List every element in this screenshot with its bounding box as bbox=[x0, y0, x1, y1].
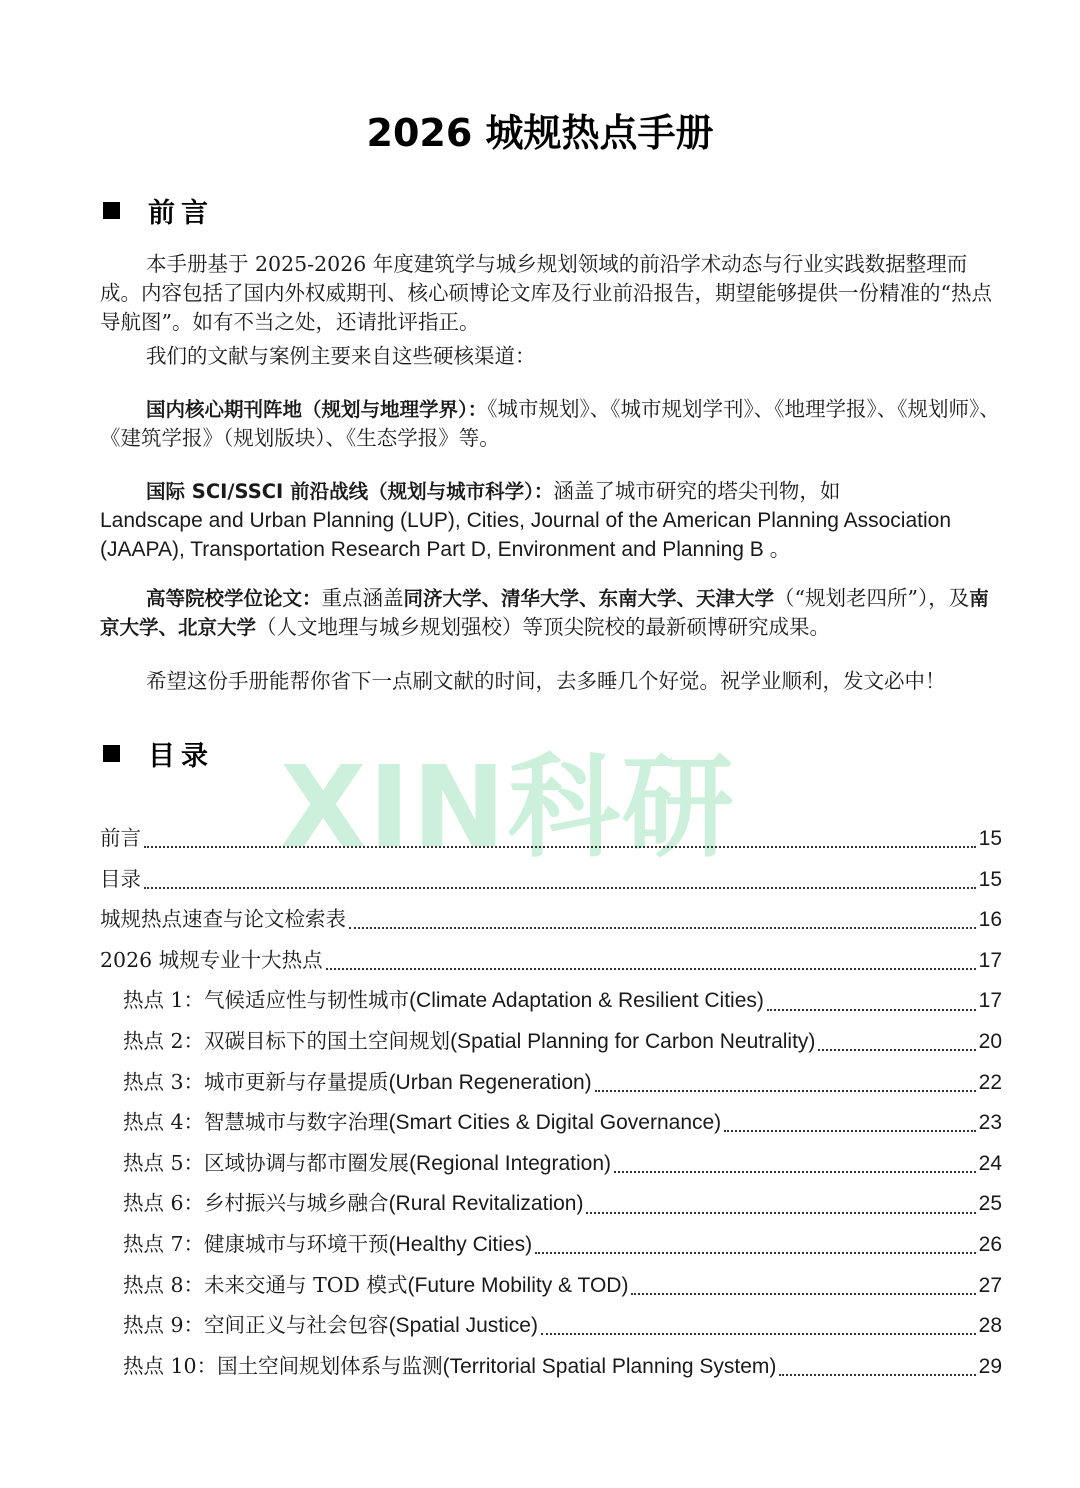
toc-leader-dots bbox=[144, 887, 976, 889]
toc-page-number: 27 bbox=[978, 1273, 1002, 1297]
international-journals-text: 涵盖了城市研究的塔尖刊物，如 bbox=[553, 479, 841, 503]
toc-page-number: 16 bbox=[978, 908, 1002, 932]
toc-entry-english-title: (Climate Adaptation & Resilient Cities) bbox=[409, 989, 764, 1013]
page-title: 2026 城规热点手册 bbox=[366, 111, 714, 155]
toc-entry[interactable] bbox=[100, 940, 1002, 981]
toc-entry[interactable] bbox=[100, 818, 1002, 859]
toc-page-number: 26 bbox=[978, 1232, 1002, 1256]
toc-heading bbox=[103, 733, 214, 773]
toc-page-number: 15 bbox=[978, 867, 1002, 891]
international-journals-list-line-2: (JAAPA), Transportation Research Part D, Environment and Planning B 。 bbox=[100, 538, 791, 561]
closing-paragraph: 希望这份手册能帮你省下一点刷文献的时间，去多睡几个好觉。祝学业顺利，发文必中！ bbox=[146, 669, 946, 693]
preface-paragraph-1: 本手册基于 2025-2026 年度建筑学与城乡规划领域的前沿学术动态与行业实践数据整理而成。内容包括了国内外权威期刊、核心硕博论文库及行业前沿报告，期望能够提供一份精准的“热点导航图”。如有不当之处，还请批评指正。 bbox=[100, 252, 992, 334]
square-bullet-icon bbox=[103, 202, 120, 219]
toc-entry-title: 热点 9：空间正义与社会包容 bbox=[123, 1313, 389, 1338]
toc-page-number: 25 bbox=[978, 1192, 1002, 1216]
toc-entry[interactable] bbox=[100, 1305, 1002, 1346]
toc-leader-dots bbox=[818, 1049, 975, 1051]
toc-leader-dots bbox=[724, 1130, 975, 1132]
toc-page-number: 24 bbox=[978, 1151, 1002, 1175]
toc-entry-english-title: (Healthy Cities) bbox=[388, 1232, 533, 1256]
toc-leader-dots bbox=[614, 1171, 976, 1173]
toc-entry-english-title: (Future Mobility & TOD) bbox=[407, 1273, 629, 1297]
toc-page-number: 22 bbox=[978, 1070, 1002, 1094]
international-journals-list-line-1: Landscape and Urban Planning (LUP), Cities, Journal of the American Planning Association bbox=[100, 509, 952, 532]
toc-page-number: 23 bbox=[978, 1111, 1002, 1135]
square-bullet-icon bbox=[103, 745, 120, 762]
table-of-contents bbox=[100, 818, 1002, 1386]
toc-entry-title: 2026 城规专业十大热点 bbox=[100, 947, 323, 972]
toc-entry[interactable] bbox=[100, 859, 1002, 900]
toc-entry-title: 热点 4：智慧城市与数字治理 bbox=[123, 1110, 389, 1135]
toc-leader-dots bbox=[595, 1090, 976, 1092]
toc-leader-dots bbox=[779, 1374, 975, 1376]
toc-leader-dots bbox=[541, 1333, 976, 1335]
toc-entry[interactable] bbox=[100, 1143, 1002, 1184]
toc-leader-dots bbox=[349, 927, 976, 929]
toc-leader-dots bbox=[631, 1293, 975, 1295]
toc-entry-title: 前言 bbox=[100, 826, 141, 850]
toc-leader-dots bbox=[144, 846, 976, 848]
domestic-journals-text: 《城市规划》、《城市规划学刊》、《地理学报》、《规划师》、《建筑学报》（规划版块）、《生态学报》等。 bbox=[100, 397, 1000, 450]
toc-entry-title: 热点 7：健康城市与环境干预 bbox=[123, 1231, 389, 1256]
toc-entry-english-title: (Smart Cities & Digital Governance) bbox=[388, 1111, 722, 1135]
preface-heading-text: 前言 bbox=[148, 197, 214, 229]
toc-page-number: 28 bbox=[978, 1314, 1002, 1338]
toc-leader-dots bbox=[767, 1009, 976, 1011]
toc-entry[interactable] bbox=[100, 1062, 1002, 1103]
toc-entry[interactable] bbox=[100, 1224, 1002, 1265]
toc-entry-english-title: (Rural Revitalization) bbox=[388, 1192, 584, 1216]
toc-entry[interactable] bbox=[100, 1021, 1002, 1062]
toc-page-number: 20 bbox=[978, 1029, 1002, 1053]
toc-entry-title: 目录 bbox=[100, 866, 141, 891]
international-journals-paragraph bbox=[100, 477, 1002, 564]
toc-leader-dots bbox=[535, 1252, 976, 1254]
toc-page-number: 29 bbox=[978, 1354, 1002, 1378]
thesis-text-3: （人文地理与城乡规划强校）等顶尖院校的最新硕博研究成果。 bbox=[256, 615, 831, 639]
domestic-journals-paragraph bbox=[100, 395, 1002, 453]
toc-heading-text: 目录 bbox=[148, 740, 214, 772]
preface-heading bbox=[103, 190, 214, 230]
toc-entry-title: 热点 10：国土空间规划体系与监测 bbox=[123, 1353, 443, 1378]
toc-entry[interactable] bbox=[100, 980, 1002, 1021]
toc-page-number: 17 bbox=[978, 948, 1002, 972]
thesis-text-2: （“规划老四所”），及 bbox=[774, 586, 970, 610]
toc-leader-dots bbox=[326, 968, 976, 970]
toc-entry-title: 城规热点速查与论文检索表 bbox=[100, 907, 346, 932]
toc-entry-english-title: (Regional Integration) bbox=[409, 1151, 612, 1175]
thesis-paragraph bbox=[100, 584, 1002, 642]
toc-entry-title: 热点 3：城市更新与存量提质 bbox=[123, 1069, 389, 1094]
thesis-universities-2: 南京大学、北京大学 bbox=[100, 587, 989, 639]
international-journals-label: 国际 SCI/SSCI 前沿战线（规划与城市科学）： bbox=[146, 480, 554, 503]
preface-paragraph-2: 我们的文献与案例主要来自这些硬核渠道： bbox=[146, 344, 536, 368]
toc-entry[interactable] bbox=[100, 1102, 1002, 1143]
toc-entry-title: 热点 5：区域协调与都市圈发展 bbox=[123, 1150, 410, 1175]
toc-entry[interactable] bbox=[100, 1265, 1002, 1306]
watermark: XIN科研 bbox=[280, 743, 736, 873]
toc-entry-title: 热点 1：气候适应性与韧性城市 bbox=[123, 988, 410, 1013]
thesis-label: 高等院校学位论文： bbox=[146, 587, 322, 610]
thesis-universities-1: 同济大学、清华大学、东南大学、天津大学 bbox=[403, 587, 775, 610]
toc-entry-title: 热点 8：未来交通与 TOD 模式 bbox=[123, 1272, 408, 1297]
toc-page-number: 15 bbox=[978, 827, 1002, 850]
toc-entry-title: 热点 6：乡村振兴与城乡融合 bbox=[123, 1191, 389, 1216]
toc-page-number: 17 bbox=[978, 989, 1002, 1013]
toc-entry-english-title: (Territorial Spatial Planning System) bbox=[442, 1354, 777, 1378]
domestic-journals-label: 国内核心期刊阵地（规划与地理学界）： bbox=[146, 398, 488, 421]
toc-entry-english-title: (Spatial Justice) bbox=[388, 1314, 538, 1338]
toc-entry[interactable] bbox=[100, 1346, 1002, 1387]
toc-entry[interactable] bbox=[100, 899, 1002, 940]
toc-entry-english-title: (Urban Regeneration) bbox=[388, 1070, 592, 1094]
toc-leader-dots bbox=[586, 1212, 975, 1214]
toc-entry-title: 热点 2：双碳目标下的国土空间规划 bbox=[123, 1028, 451, 1053]
toc-entry-english-title: (Spatial Planning for Carbon Neutrality) bbox=[450, 1029, 816, 1053]
toc-entry[interactable] bbox=[100, 1183, 1002, 1224]
thesis-text-1: 重点涵盖 bbox=[321, 586, 404, 610]
